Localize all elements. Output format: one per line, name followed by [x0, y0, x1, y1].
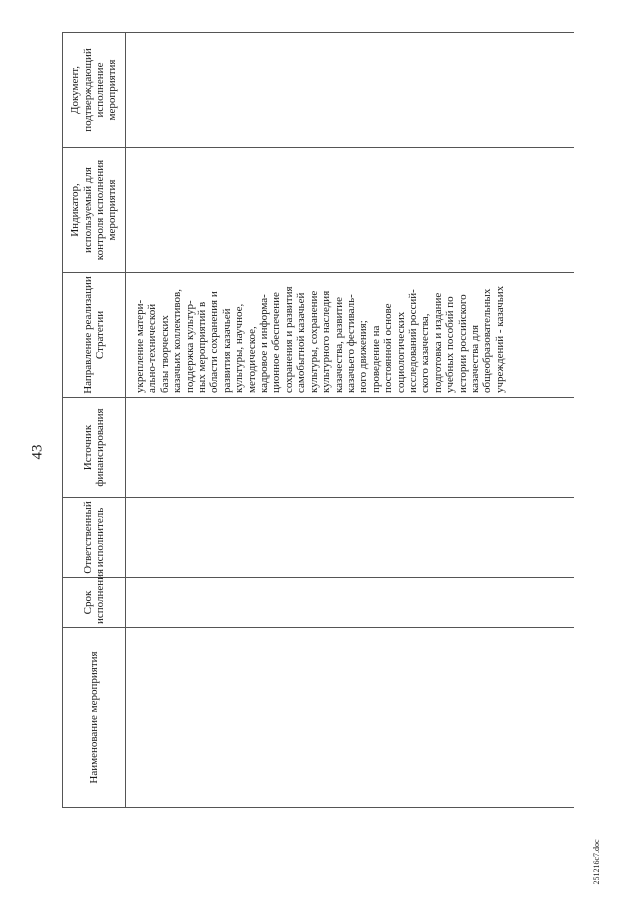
direction-line: культурного наследия: [320, 290, 333, 393]
direction-line: исследований россий-: [406, 289, 419, 393]
cell-deadline: [126, 578, 575, 628]
direction-line: проведение на: [369, 325, 382, 393]
cell-responsible: [126, 498, 575, 578]
cell-strategy-direction: [126, 273, 575, 398]
page-number: 43: [29, 444, 46, 460]
direction-line: методическое,: [245, 326, 258, 393]
direction-line: казачьего фестиваль-: [344, 294, 357, 393]
direction-line: культуры, научное,: [233, 303, 246, 393]
header-strategy-direction: Направление реализации Стратегии: [63, 273, 126, 398]
header-deadline: Срок исполнения: [63, 578, 126, 628]
direction-line: ных мероприятий в: [196, 301, 209, 393]
header-responsible: Ответственный исполнитель: [63, 498, 126, 578]
direction-line: казачьих коллективов,: [171, 289, 184, 393]
direction-line: постоянной основе: [382, 303, 395, 393]
direction-line: области сохранения и: [208, 291, 221, 393]
direction-line: укрепление матери-: [134, 299, 146, 393]
header-funding-source: Источник финансирования: [63, 398, 126, 498]
direction-line: ного движения;: [357, 320, 370, 393]
table-row: [126, 33, 575, 808]
direction-line: ционное обеспечение: [270, 292, 283, 393]
table-header-row: [63, 33, 126, 808]
direction-line: общеобразовательных: [481, 288, 494, 393]
cell-measure-name: [126, 628, 575, 808]
header-confirming-document: Документ, подтверждающий исполнение мероприятия: [63, 33, 126, 148]
direction-line: казачества для: [468, 324, 481, 393]
footer-file-reference: 251216c7.doc: [592, 839, 601, 885]
direction-line: поддержка культур-: [183, 300, 196, 393]
direction-line: развития казачьей: [220, 308, 233, 393]
direction-line: культуры, сохранение: [307, 290, 320, 393]
direction-line: кадровое и информа-: [258, 294, 271, 393]
header-measure-name: Наименование мероприятия: [63, 628, 126, 808]
direction-line: казачества, развитие: [332, 296, 345, 393]
direction-line: учреждений - казачьих: [493, 285, 506, 393]
direction-line: базы творческих: [158, 315, 171, 393]
direction-line: самобытной казачьей: [295, 292, 308, 393]
measures-table: [62, 33, 574, 808]
direction-line: истории российского: [456, 294, 469, 393]
direction-line: социологических: [394, 311, 407, 393]
direction-line: ально-технической: [146, 303, 159, 393]
cell-indicator: [126, 148, 575, 273]
direction-line: сохранения и развития: [282, 286, 295, 393]
cell-funding-source: [126, 398, 575, 498]
measures-table-grid: [62, 32, 574, 808]
direction-line: ского казачества,: [419, 313, 432, 393]
direction-line: подготовка и издание: [431, 292, 444, 393]
header-indicator: Индикатор, используемый для контроля исполнения мероприятия: [63, 148, 126, 273]
direction-line: учебных пособий по: [444, 296, 457, 393]
cell-confirming-document: [126, 33, 575, 148]
